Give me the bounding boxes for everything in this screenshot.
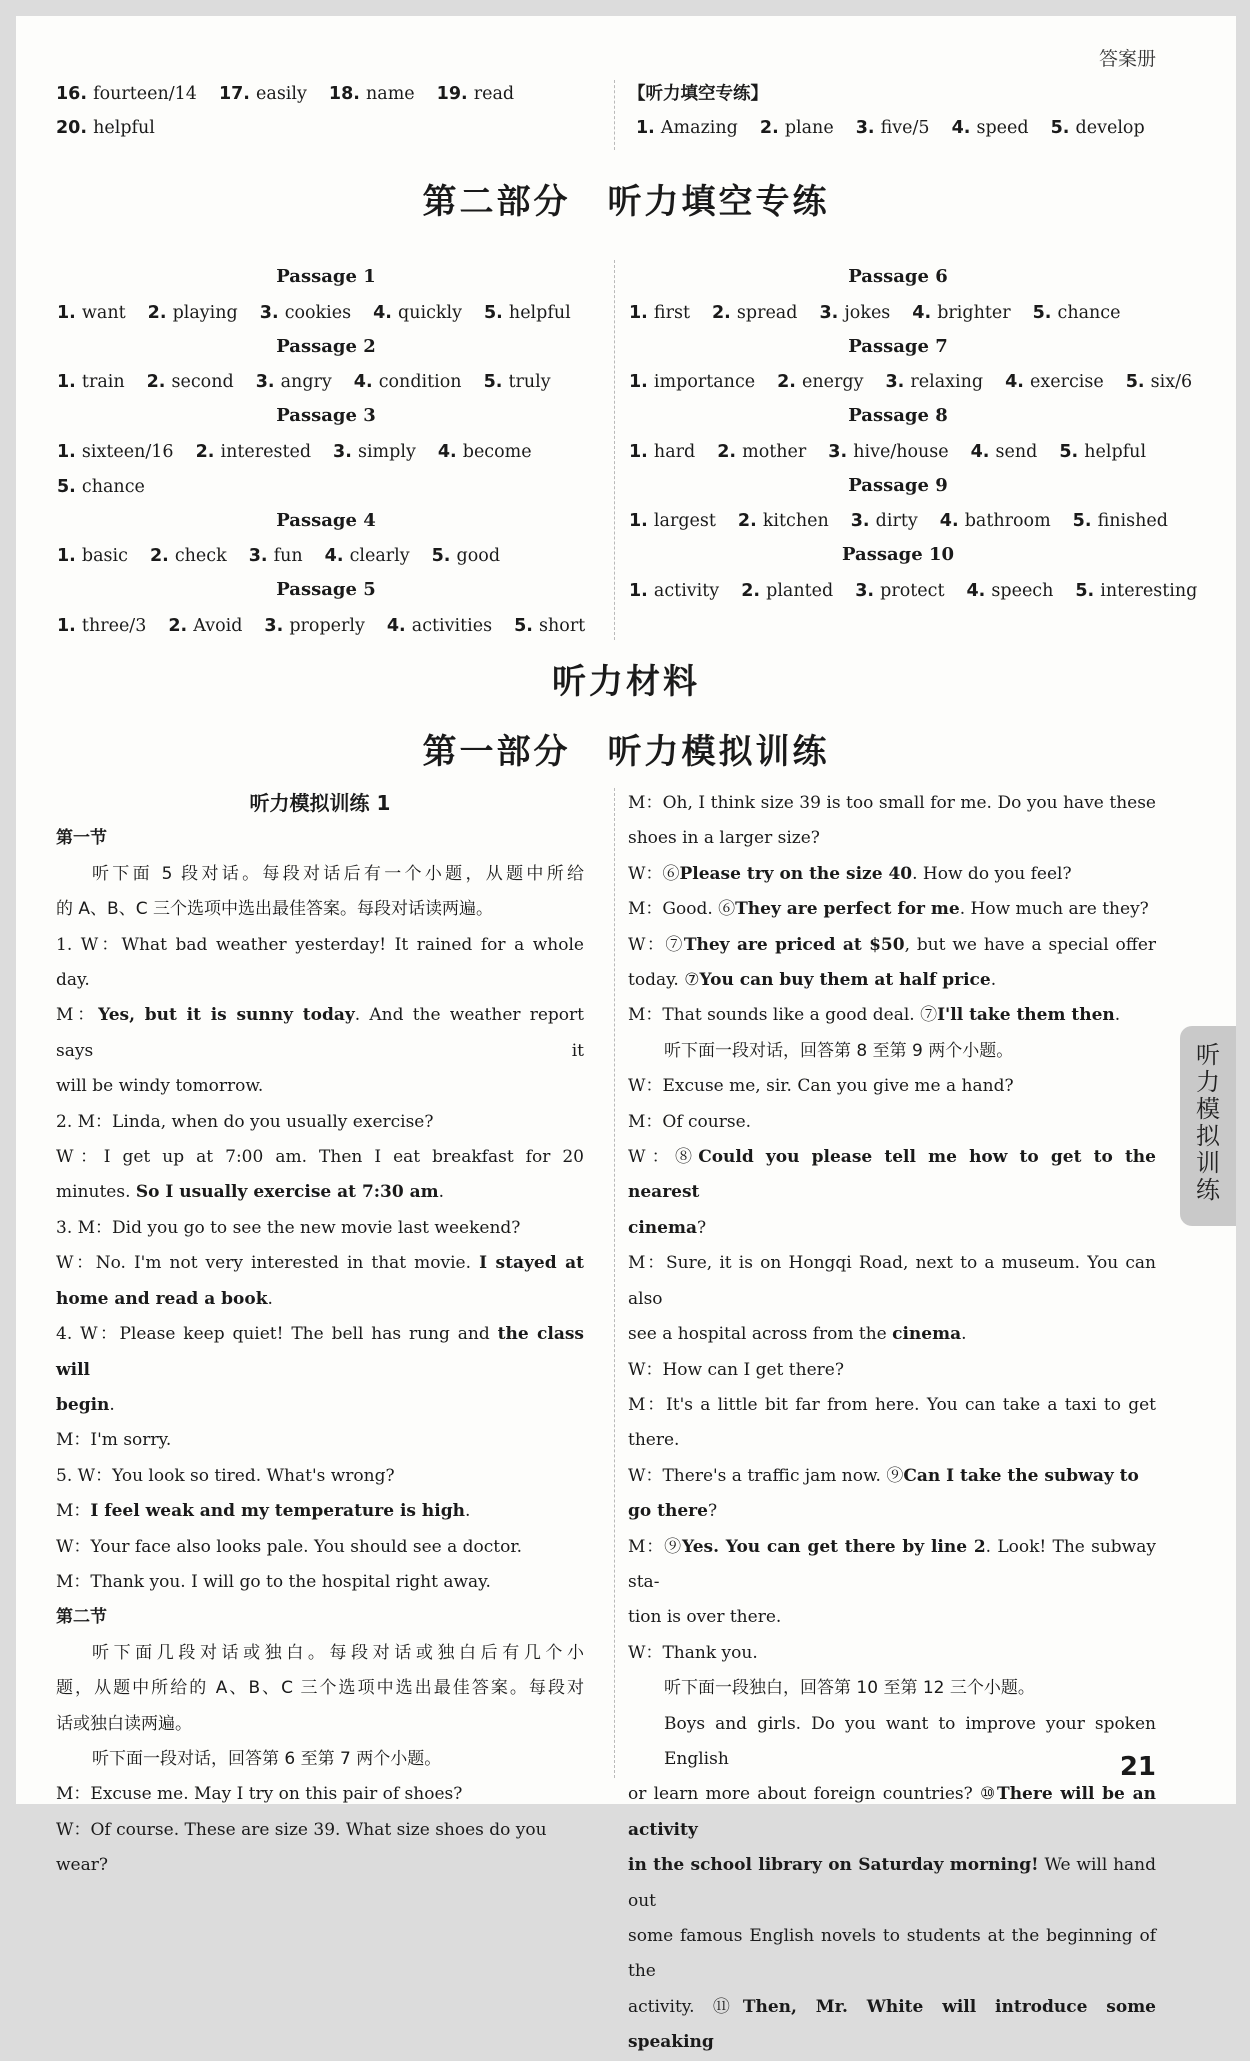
answer-word: short — [539, 615, 586, 636]
answer-item — [56, 84, 197, 104]
answer-item — [57, 442, 174, 462]
answer-item — [57, 303, 126, 323]
text-line: M：That sounds like a good deal. ⑦I'll take them then. — [628, 1005, 1121, 1026]
answer-item — [777, 372, 863, 392]
answer-word: helpful — [1084, 441, 1147, 462]
text-line: home and read a book. — [56, 1288, 273, 1309]
answer-number: 5. — [431, 546, 457, 566]
answer-item — [354, 372, 462, 392]
text-line: W：⑧Could you please tell me how to get to the nearest — [628, 1147, 1156, 1203]
part2-title: 第二部分 听力填空专练 — [422, 182, 830, 222]
answer-item — [148, 303, 238, 323]
answer-word: activities — [411, 615, 493, 636]
answer-number: 3. — [333, 441, 358, 462]
answer-number: 4. — [324, 546, 350, 566]
left-column — [56, 786, 584, 1884]
answer-item — [1126, 372, 1192, 392]
answer-number: 4. — [966, 580, 992, 601]
answer-word: bathroom — [964, 511, 1051, 531]
passage-answers — [629, 440, 1168, 464]
text-line: see a hospital across from the cinema. — [628, 1324, 967, 1345]
answer-number: 2. — [737, 511, 763, 531]
answer-item — [1005, 372, 1104, 392]
answer-word: quickly — [398, 302, 462, 323]
top-left-row-2 — [56, 116, 177, 140]
answer-item — [629, 303, 690, 323]
answer-word: kitchen — [762, 511, 829, 531]
side-tab-label: 听 力 模 拟 训 练 — [1196, 1041, 1220, 1204]
answer-item — [219, 84, 307, 104]
answer-word: clearly — [349, 546, 410, 566]
answer-number: 5. — [1075, 580, 1101, 601]
text-line: W：Excuse me, sir. Can you give me a hand? — [628, 1076, 1014, 1097]
answer-word: relaxing — [910, 372, 984, 392]
answer-number: 3. — [850, 511, 876, 531]
answer-word: speed — [976, 118, 1029, 138]
answer-word: first — [653, 302, 690, 323]
answer-word: mother — [742, 441, 807, 462]
answer-word: speech — [991, 580, 1054, 601]
answer-number: 5. — [514, 615, 540, 636]
answer-item — [1059, 442, 1146, 462]
answer-item — [484, 372, 551, 392]
answer-item — [256, 372, 332, 392]
answer-word: planted — [766, 580, 834, 601]
answer-number: 1. — [629, 580, 654, 601]
answer-number: 19. — [436, 84, 474, 104]
text-line: Boys and girls. Do you want to improve your spoken English — [664, 1713, 1156, 1769]
answer-number: 1. — [629, 511, 654, 531]
text-line: 听下面一段对话，回答第 8 至第 9 两个小题。 — [664, 1040, 1014, 1061]
answer-number: 3. — [819, 302, 845, 323]
answer-number: 2. — [741, 580, 767, 601]
answer-number: 20. — [56, 118, 94, 138]
answer-number: 5. — [1059, 441, 1085, 462]
answer-word: check — [174, 546, 227, 566]
answer-word: energy — [802, 372, 864, 392]
answer-number: 18. — [328, 84, 366, 104]
answer-item — [828, 442, 948, 462]
answer-number: 4. — [373, 302, 399, 323]
answer-item — [437, 84, 514, 104]
answer-number: 5. — [483, 372, 509, 392]
passage-answers — [57, 475, 167, 499]
answer-number: 4. — [912, 302, 938, 323]
text-line: M：⑨Yes. You can get there by line 2. Look! The subway sta- — [628, 1536, 1156, 1592]
answer-word: interested — [220, 441, 312, 462]
answer-item — [629, 442, 695, 462]
answer-item — [168, 616, 242, 636]
text-line: 听下面一段对话，回答第 6 至第 7 两个小题。 — [92, 1748, 442, 1769]
text-line: cinema? — [628, 1217, 707, 1238]
text-line: M：Sure, it is on Hongqi Road, next to a museum. You can also — [628, 1253, 1156, 1309]
answer-word: exercise — [1030, 372, 1104, 392]
text-line: 1. W：What bad weather yesterday! It rained for a whole day. — [56, 934, 584, 991]
answer-word: five/5 — [880, 118, 930, 138]
answer-number: 4. — [1005, 372, 1031, 392]
answer-item — [851, 511, 918, 531]
answer-number: 1. — [629, 441, 654, 462]
passage-answers — [57, 370, 573, 394]
answer-item — [1033, 303, 1121, 323]
answer-item — [56, 118, 155, 138]
answer-word: six/6 — [1150, 372, 1193, 392]
answer-word: hive/house — [853, 441, 949, 462]
text-line: 听下面几段对话或独白。每段对话或独白后有几个小 — [92, 1642, 584, 1663]
answer-item — [387, 616, 492, 636]
answer-word: importance — [653, 372, 756, 392]
text-line: 听下面 5 段对话。每段对话后有一个小题，从题中所给 — [92, 863, 584, 884]
answer-item — [717, 442, 806, 462]
text-line: W：Your face also looks pale. You should see a doctor. — [56, 1536, 523, 1557]
text-line: M：Thank you. I will go to the hospital right away. — [56, 1571, 491, 1592]
passage-answers — [629, 370, 1214, 394]
answer-number: 4. — [353, 372, 379, 392]
answer-word: train — [81, 372, 125, 392]
answer-word: second — [171, 372, 234, 392]
answer-word: basic — [81, 546, 128, 566]
text-line: 题，从题中所给的 A、B、C 三个选项中选出最佳答案。每段对 — [56, 1678, 584, 1699]
answer-word: chance — [81, 476, 145, 497]
passage-answers — [57, 614, 607, 638]
answer-word: finished — [1097, 511, 1168, 531]
answer-word: plane — [784, 118, 834, 138]
answer-item — [886, 372, 984, 392]
section-heading: 【听力填空专练】 — [628, 84, 768, 104]
answer-word: truly — [508, 372, 551, 392]
answer-item — [1051, 118, 1145, 138]
answer-number: 3. — [264, 615, 290, 636]
passage-answers — [57, 301, 593, 325]
text-line: shoes in a larger size? — [628, 828, 820, 849]
answer-word: cookies — [284, 302, 352, 323]
answer-number: 1. — [57, 615, 82, 636]
answer-number: 5. — [1072, 511, 1098, 531]
text-line: 第二节 — [56, 1607, 107, 1628]
text-line: M：Excuse me. May I try on this pair of shoes? — [56, 1784, 463, 1805]
passage-title: Passage 6 — [848, 266, 948, 287]
answer-item — [432, 546, 500, 566]
answer-item — [325, 546, 410, 566]
answer-word: jokes — [844, 302, 891, 323]
answer-item — [260, 303, 351, 323]
answer-item — [438, 442, 532, 462]
answer-word: become — [462, 441, 532, 462]
text-line: minutes. So I usually exercise at 7:30 am. — [56, 1182, 445, 1203]
text-line: W：I get up at 7:00 am. Then I eat breakfast for 20 — [56, 1147, 584, 1168]
answer-item — [57, 477, 145, 497]
answer-item — [249, 546, 303, 566]
answer-number: 2. — [195, 441, 221, 462]
text-line: M：Oh, I think size 39 is too small for me. Do you have these — [628, 793, 1156, 813]
passage-title: Passage 5 — [276, 579, 376, 600]
answer-number: 3. — [828, 441, 854, 462]
answer-item — [373, 303, 462, 323]
answer-number: 1. — [57, 441, 82, 462]
answer-number: 5. — [57, 476, 82, 497]
passage-title: Passage 7 — [848, 335, 948, 357]
answer-number: 5. — [1032, 302, 1058, 323]
passage-title: Passage 8 — [848, 405, 948, 426]
answer-item — [760, 118, 834, 138]
answer-item — [1075, 581, 1197, 601]
answer-word: activity — [653, 580, 720, 601]
passage-title: Passage 9 — [848, 474, 948, 496]
answer-item — [636, 118, 738, 138]
answer-item — [966, 581, 1053, 601]
answer-word: playing — [172, 302, 238, 323]
answer-item — [147, 372, 234, 392]
text-line: W：⑦They are priced at $50, but we have a special offer — [628, 934, 1157, 955]
passage-answers — [57, 440, 554, 464]
answer-item — [940, 511, 1051, 531]
text-line: W：Of course. These are size 39. What size shoes do you wear? — [56, 1819, 547, 1876]
text-line: there. — [628, 1430, 680, 1451]
text-line: W：No. I'm not very interested in that movie. I stayed at — [56, 1253, 584, 1274]
answer-number: 2. — [717, 441, 743, 462]
answer-word: fourteen/14 — [93, 84, 197, 104]
passage-answers — [629, 509, 1190, 533]
answer-item — [629, 511, 716, 531]
passage-title: Passage 3 — [276, 405, 376, 426]
text-line: or learn more about foreign countries? ⑩There will be an activity — [628, 1784, 1156, 1840]
answer-number: 2. — [711, 302, 737, 323]
answer-item — [333, 442, 416, 462]
answer-word: helpful — [508, 302, 571, 323]
training-title: 听力模拟训练 1 — [249, 791, 391, 815]
text-line: will be windy tomorrow. — [56, 1076, 264, 1097]
answer-number: 5. — [1125, 372, 1151, 392]
text-line: 4. W：Please keep quiet! The bell has rung and the class will — [56, 1324, 585, 1380]
answer-number: 3. — [855, 118, 881, 138]
answer-word: name — [365, 84, 415, 104]
answer-word: three/3 — [81, 615, 147, 636]
answer-number: 1. — [629, 372, 654, 392]
answer-item — [741, 581, 833, 601]
answer-number: 4. — [951, 118, 977, 138]
answer-number: 2. — [777, 372, 803, 392]
answer-word: helpful — [93, 118, 155, 138]
answer-word: condition — [378, 372, 462, 392]
answer-number: 2. — [168, 615, 194, 636]
answer-item — [484, 303, 571, 323]
text-line: today. ⑦You can buy them at half price. — [628, 970, 997, 991]
part1-title: 第一部分 听力模拟训练 — [422, 732, 830, 772]
answer-item — [150, 546, 227, 566]
column-divider — [614, 80, 615, 150]
answer-word: easily — [256, 84, 307, 104]
answer-number: 1. — [636, 118, 661, 138]
answer-number: 4. — [970, 441, 996, 462]
answer-item — [329, 84, 415, 104]
text-line: 2. M：Linda, when do you usually exercise? — [56, 1111, 434, 1132]
answer-word: read — [473, 84, 515, 104]
answer-item — [629, 372, 755, 392]
answer-number: 3. — [855, 580, 881, 601]
answer-word: want — [81, 302, 126, 323]
answer-number: 2. — [149, 546, 175, 566]
answer-word: develop — [1075, 118, 1145, 138]
answer-number: 1. — [57, 546, 82, 566]
passage-title: Passage 10 — [842, 544, 954, 565]
text-line: in the school library on Saturday morning! We will hand out — [628, 1855, 1157, 1911]
text-line: tion is over there. — [628, 1607, 782, 1628]
side-tab — [1180, 1026, 1236, 1226]
answer-word: properly — [289, 615, 365, 636]
text-line: 5. W：You look so tired. What's wrong? — [56, 1465, 395, 1486]
answer-word: Amazing — [660, 118, 738, 138]
answer-number: 4. — [386, 615, 412, 636]
passage-title: Passage 2 — [276, 335, 376, 357]
header-label: 答案册 — [1098, 48, 1156, 70]
answer-item — [629, 581, 719, 601]
answer-number: 1. — [629, 302, 654, 323]
answer-word: angry — [280, 372, 332, 392]
right-column — [628, 786, 1156, 2061]
passage-answers — [57, 544, 522, 568]
passage-title: Passage 4 — [276, 509, 376, 531]
answer-number: 3. — [885, 372, 911, 392]
answer-word: Avoid — [193, 615, 243, 636]
answer-word: good — [456, 546, 501, 566]
answer-word: interesting — [1100, 580, 1198, 601]
page-number: 21 — [1119, 1752, 1156, 1782]
text-line: 第一节 — [56, 828, 107, 849]
text-line: M：Good. ⑥They are perfect for me. How much are they? — [628, 899, 1149, 920]
text-line: activity. ⑪Then, Mr. White will introduce some speaking — [628, 1996, 1157, 2053]
answer-word: simply — [357, 441, 416, 462]
answer-word: hard — [653, 441, 696, 462]
answer-word: largest — [653, 511, 716, 531]
answer-item — [196, 442, 311, 462]
answer-word: dirty — [875, 511, 918, 531]
answer-number: 1. — [57, 302, 82, 323]
text-line: 听下面一段独白，回答第 10 至第 12 三个小题。 — [664, 1678, 1035, 1699]
answer-word: chance — [1057, 302, 1121, 323]
text-line: M：I'm sorry. — [56, 1430, 172, 1451]
answer-item — [57, 372, 125, 392]
answer-word: send — [995, 441, 1038, 462]
answer-word: spread — [736, 302, 798, 323]
text-line: 3. M：Did you go to see the new movie last weekend? — [56, 1217, 521, 1238]
answer-item — [971, 442, 1038, 462]
answer-item — [57, 546, 128, 566]
passage-title: Passage 1 — [276, 266, 376, 287]
answer-number: 2. — [146, 372, 172, 392]
answer-item — [855, 581, 944, 601]
text-line: W：⑥Please try on the size 40. How do you feel? — [628, 863, 1072, 884]
text-line: 的 A、B、C 三个选项中选出最佳答案。每段对话读两遍。 — [56, 899, 493, 920]
text-line: W：How can I get there? — [628, 1359, 844, 1380]
answer-number: 3. — [255, 372, 281, 392]
answer-number: 1. — [57, 372, 82, 392]
answer-word: brighter — [937, 302, 1011, 323]
answer-item — [1073, 511, 1168, 531]
answer-item — [819, 303, 890, 323]
top-left-row-1 — [56, 82, 536, 106]
answer-item — [514, 616, 585, 636]
text-line: M：It's a little bit far from here. You can take a taxi to get — [628, 1394, 1156, 1415]
column-divider — [614, 788, 615, 1778]
answer-number: 4. — [437, 441, 463, 462]
answer-number: 17. — [218, 84, 257, 104]
text-line: M：I feel weak and my temperature is high. — [56, 1501, 471, 1522]
answer-item — [952, 118, 1029, 138]
answer-number: 2. — [759, 118, 785, 138]
passage-answers — [629, 579, 1219, 603]
text-line: 话或独白读两遍。 — [56, 1713, 192, 1734]
answer-page — [16, 16, 1236, 2053]
text-line: begin. — [56, 1394, 115, 1415]
answer-item — [712, 303, 797, 323]
top-right-row — [636, 116, 1167, 140]
text-line: M：Of course. — [628, 1111, 752, 1132]
answer-number: 2. — [147, 302, 173, 323]
text-line: W：There's a traffic jam now. ⑨Can I take the subway to go there? — [628, 1465, 1139, 1522]
answer-item — [738, 511, 829, 531]
answer-number: 5. — [1050, 118, 1076, 138]
answer-item — [57, 616, 146, 636]
answer-number: 16. — [56, 84, 94, 104]
answer-word: protect — [880, 580, 945, 601]
text-line: some famous English novels to students at the beginning of the — [628, 1926, 1156, 1982]
answer-item — [912, 303, 1010, 323]
answer-number: 3. — [248, 546, 274, 566]
text-line: M：Yes, but it is sunny today. And the weather report says it — [56, 1005, 584, 1061]
answer-word: fun — [273, 546, 303, 566]
materials-title: 听力材料 — [552, 662, 700, 702]
text-line: W：Thank you. — [628, 1642, 758, 1663]
answer-number: 4. — [939, 511, 965, 531]
answer-word: sixteen/16 — [81, 441, 174, 462]
answer-item — [856, 118, 930, 138]
answer-number: 5. — [484, 302, 509, 323]
passage-answers — [629, 301, 1142, 325]
answer-item — [264, 616, 364, 636]
column-divider — [614, 260, 615, 640]
answer-number: 3. — [259, 302, 285, 323]
